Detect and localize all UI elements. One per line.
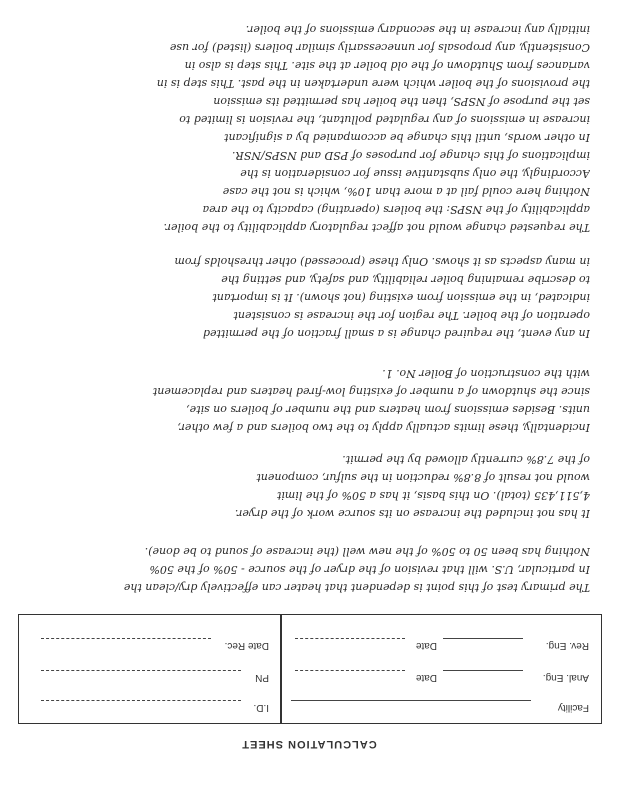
hw-line: operation of the boiler. The region for the increase is consistent: [233, 309, 590, 322]
hw-line: It has not included the increase on its source work of the dryer.: [234, 507, 590, 520]
hw-line: with the construction of Boiler No. 1.: [382, 367, 590, 380]
anal-eng-line: [443, 670, 523, 671]
facility-label: Facility: [557, 702, 589, 713]
id-line: [41, 700, 241, 701]
hw-line: In any event, the required change is a small fraction of the permitted: [202, 327, 590, 340]
hw-line: in many aspects as it shows. Only these (processed) other thresholds from: [174, 255, 590, 268]
hw-line: of the 7.8% currently allowed by the permit.: [342, 453, 590, 466]
hw-line: indicated, in the emission from existing (not shown). It is important: [212, 291, 590, 304]
anal-eng-label: Anal. Eng.: [542, 672, 589, 683]
date2-label: Date: [415, 640, 437, 651]
date-rec-line: [41, 638, 211, 639]
date1-line: [295, 670, 405, 671]
hw-line: 4,511,435 (total). On this basis, it has a 50% of the limit: [276, 489, 590, 502]
hw-line: In other words, until this change be accompanied by a significant: [224, 131, 590, 144]
hw-line: applicability of the NSPS: the boilers (operating) capacity to the area: [202, 203, 590, 216]
hw-line: Consistently, any proposals for unnecessarily similar boilers (listed) for use: [169, 41, 590, 54]
hw-line: variances from Shutdown of the old boiler at the site. This step is also in: [184, 59, 590, 72]
date2-line: [295, 638, 405, 639]
hw-line: Incidentally, these limits actually apply to the two boilers and a few other,: [177, 421, 590, 434]
hw-line: since the shutdown of a number of existing low-fired heaters and replacement: [152, 385, 590, 398]
hw-line: Accordingly, the only substantive issue for consideration is the: [240, 167, 590, 180]
hw-line: Nothing has been 50 to 50% of the new well (the increase of sound to be done).: [144, 545, 590, 558]
hw-line: the provisions of the boiler which were undertaken in the past. This step is in: [156, 77, 590, 90]
form-divider: [281, 615, 283, 723]
pn-label: PN: [255, 672, 269, 683]
hw-line: Nothing here could fail at a more than 10%, which is not the case: [222, 185, 590, 198]
hw-line: to describe remaining boiler reliability, and safety, and setting the: [221, 273, 590, 286]
hw-line: units. Besides emissions from heaters and the number of boilers on site,: [186, 403, 590, 416]
hw-line: The primary test of this point is dependent that heater can effectively dry/clean the: [123, 581, 590, 594]
hw-line: set the purpose of NSPS, then the boiler has permitted its emission: [213, 95, 590, 108]
hw-line: increase in emissions of any regulated pollutant, the revision is limited to: [179, 113, 590, 126]
rev-eng-line: [443, 638, 523, 639]
rev-eng-label: Rev. Eng.: [545, 640, 589, 651]
hw-line: would not result of 8.8% reduction in the sulfur, component: [256, 471, 590, 484]
form-title: CALCULATION SHEET: [241, 738, 377, 750]
hw-line: In particular, U.S. will that revision of the dryer of the source - 50% of the 50%: [149, 563, 590, 576]
hw-line: The requested change would not affect regulatory applicability to the boiler.: [163, 221, 590, 234]
facility-line: [291, 700, 531, 701]
hw-line: implications of this change for purposes of PSD and NSPS/NSR.: [232, 149, 590, 162]
hw-line: initially any increase in the secondary emissions of the boiler.: [245, 23, 590, 36]
pn-line: [41, 670, 241, 671]
header-form-box: [18, 614, 602, 724]
date-rec-label: Date Rec.: [224, 640, 269, 651]
date1-label: Date: [415, 672, 437, 683]
id-label: I.D.: [253, 702, 269, 713]
